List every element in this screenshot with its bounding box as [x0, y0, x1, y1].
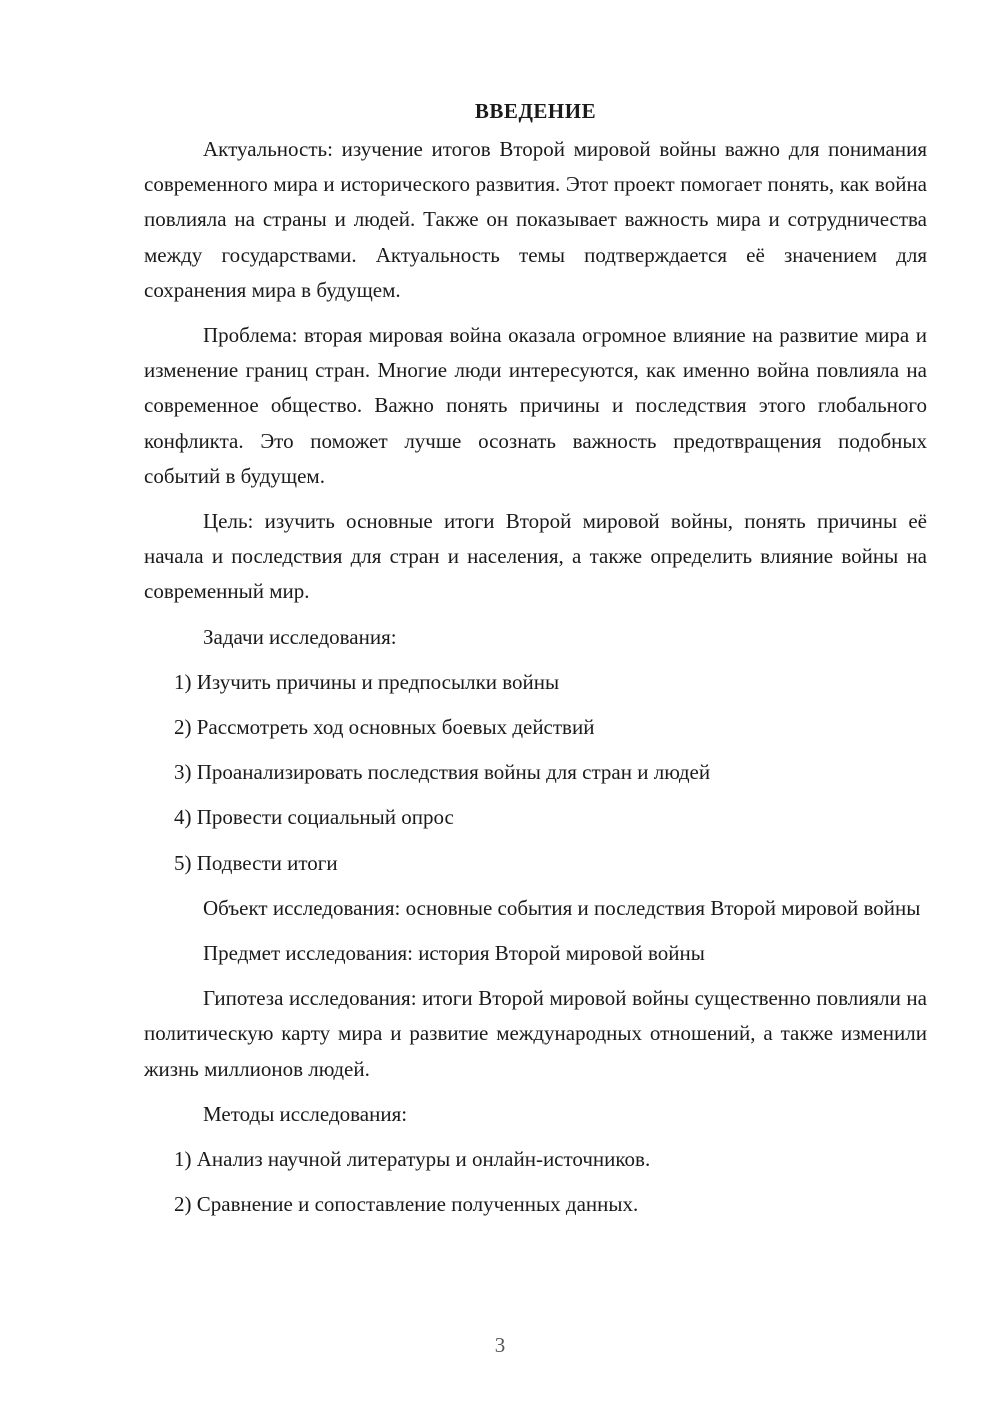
paragraph-subject: Предмет исследования: история Второй мировой войны — [203, 941, 705, 966]
paragraph-object: Объект исследования: основные события и последствия Второй мировой войны — [203, 895, 921, 920]
paragraph-problem: Проблема: вторая мировая война оказала огромное влияние на развитие мира и изменение границ стран. Многие люди интересуются, как именно война повлияла на современное общество. Важно понять причины и последствия этого глобального конфликта. Это поможет лучше осознать важность предотвращения подобных событий в будущем. — [144, 323, 927, 488]
task-item: 2) Рассмотреть ход основных боевых действий — [174, 715, 595, 740]
method-item: 2) Сравнение и сопоставление полученных данных. — [174, 1192, 639, 1217]
page-content — [144, 96, 927, 1232]
paragraph-goal: Цель: изучить основные итоги Второй мировой войны, понять причины её начала и последствия для стран и населения, а также определить влияние войны на современный мир. — [144, 509, 927, 604]
page-number: 3 — [494, 1333, 506, 1357]
paragraph-hypothesis: Гипотеза исследования: итоги Второй мировой войны существенно повлияли на политическую карту мира и развитие международных отношений, а также изменили жизнь миллионов людей. — [144, 986, 927, 1081]
task-item: 4) Провести социальный опрос — [174, 805, 454, 830]
methods-heading: Методы исследования: — [203, 1101, 408, 1126]
task-item: 5) Подвести итоги — [174, 850, 338, 875]
task-item: 1) Изучить причины и предпосылки войны — [174, 669, 560, 694]
task-item: 3) Проанализировать последствия войны для стран и людей — [174, 760, 711, 785]
paragraph-relevance: Актуальность: изучение итогов Второй мировой войны важно для понимания современного мира и исторического развития. Этот проект помогает понять, как война повлияла на страны и людей. Также он показывает важность мира и сотрудничества между государствами. Актуальность темы подтверждается её значением для сохранения мира в будущем. — [144, 137, 927, 302]
page-title: ВВЕДЕНИЕ — [474, 99, 597, 123]
method-item: 1) Анализ научной литературы и онлайн-источников. — [174, 1147, 651, 1172]
tasks-heading: Задачи исследования: — [203, 624, 397, 649]
